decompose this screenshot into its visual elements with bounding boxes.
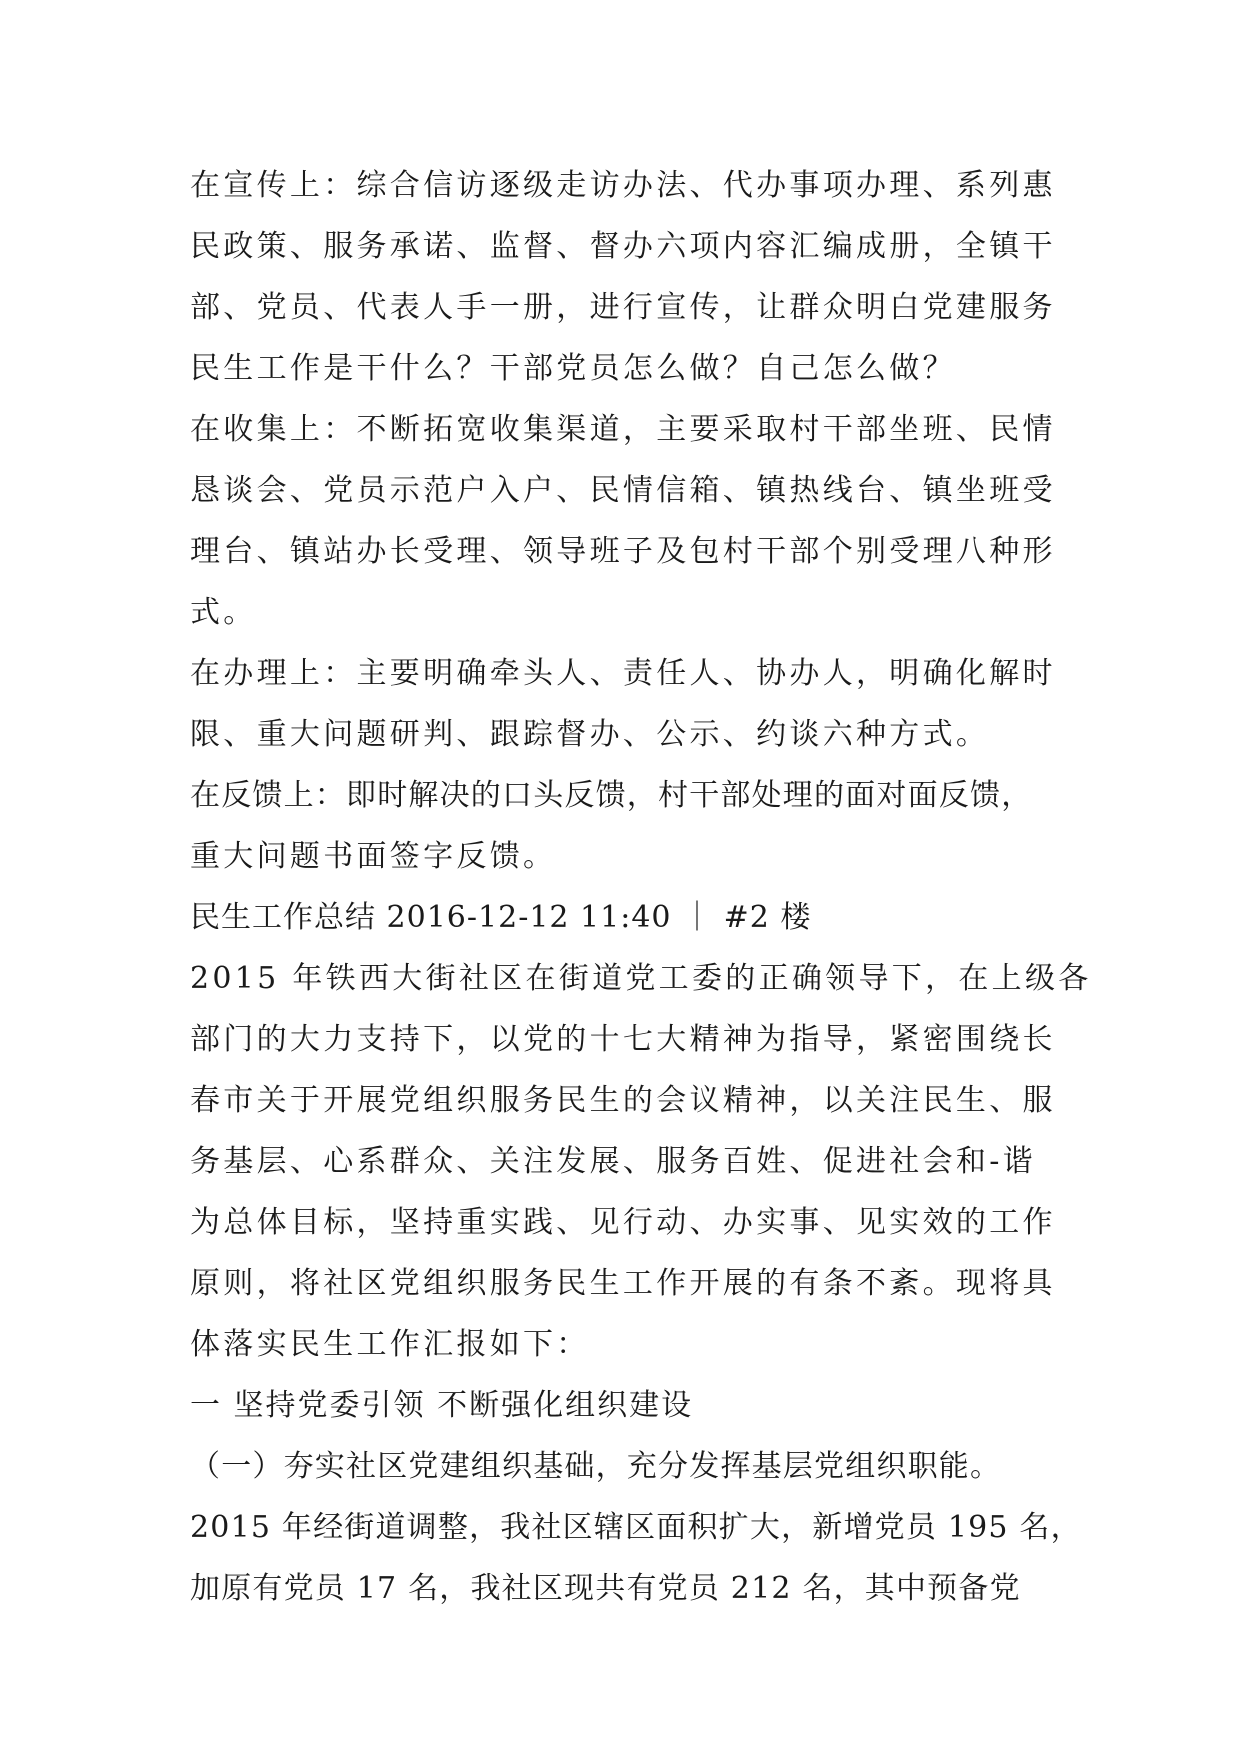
paragraph-line: 在反馈上：即时解决的口头反馈，村干部处理的面对面反馈， — [190, 778, 1033, 813]
post-meta-line: 民生工作总结 2016-12-12 11:40 ｜ #2 楼 — [190, 900, 812, 935]
paragraph-line: 限、重大问题研判、跟踪督办、公示、约谈六种方式。 — [190, 717, 990, 752]
paragraph-line: 理台、镇站办长受理、领导班子及包村干部个别受理八种形 — [190, 534, 1056, 569]
paragraph-line: 在收集上：不断拓宽收集渠道，主要采取村干部坐班、民情 — [190, 412, 1056, 447]
paragraph-line: 民政策、服务承诺、监督、督办六项内容汇编成册，全镇干 — [190, 229, 1056, 264]
document-body — [190, 155, 1092, 1619]
paragraph-line: 在办理上：主要明确牵头人、责任人、协办人，明确化解时 — [190, 656, 1056, 691]
paragraph-line: 重大问题书面签字反馈。 — [190, 839, 557, 874]
section-heading: 一 坚持党委引领 不断强化组织建设 — [190, 1388, 694, 1423]
paragraph-line: 为总体目标，坚持重实践、见行动、办实事、见实效的工作 — [190, 1205, 1056, 1240]
paragraph-line: 部门的大力支持下，以党的十七大精神为指导，紧密围绕长 — [190, 1022, 1056, 1057]
paragraph-line: 加原有党员 17 名，我社区现共有党员 212 名，其中预备党 — [190, 1571, 1021, 1606]
paragraph-line: 2015 年经街道调整，我社区辖区面积扩大，新增党员 195 名， — [190, 1510, 1082, 1545]
paragraph-line: 部、党员、代表人手一册，进行宣传，让群众明白党建服务 — [190, 290, 1056, 325]
paragraph-line: 2015 年铁西大街社区在街道党工委的正确领导下，在上级各 — [190, 961, 1092, 996]
paragraph-line: 恳谈会、党员示范户入户、民情信箱、镇热线台、镇坐班受 — [190, 473, 1056, 508]
paragraph-line: 式。 — [190, 595, 257, 630]
paragraph-line: 在宣传上：综合信访逐级走访办法、代办事项办理、系列惠 — [190, 168, 1056, 203]
paragraph-line: 民生工作是干什么？干部党员怎么做？自己怎么做？ — [190, 351, 956, 386]
paragraph-line: 务基层、心系群众、关注发展、服务百姓、促进社会和-谐 — [190, 1144, 1036, 1179]
subsection-heading: （一）夯实社区党建组织基础，充分发挥基层党组织职能。 — [190, 1449, 1002, 1484]
paragraph-line: 体落实民生工作汇报如下： — [190, 1327, 590, 1362]
paragraph-line: 原则，将社区党组织服务民生工作开展的有条不紊。现将具 — [190, 1266, 1056, 1301]
paragraph-line: 春市关于开展党组织服务民生的会议精神，以关注民生、服 — [190, 1083, 1056, 1118]
